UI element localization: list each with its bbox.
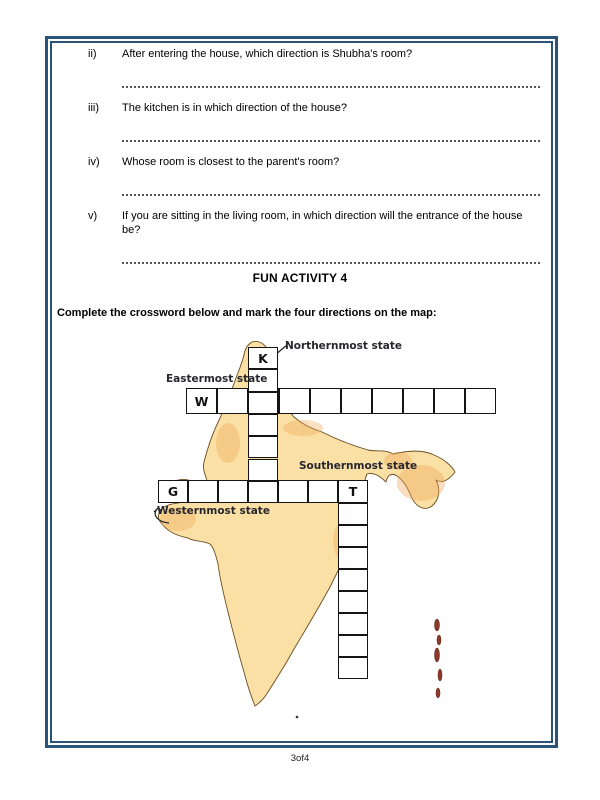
activity-heading: FUN ACTIVITY 4 <box>252 271 348 285</box>
crossword-cell <box>403 388 434 414</box>
map-label-north: Northernmost state <box>285 340 403 352</box>
map-label-west: Westernmost state <box>157 505 270 517</box>
question-block <box>88 156 544 196</box>
answer-line <box>122 86 540 88</box>
question-text: If you are sitting in the living room, in which direction will the entrance of the house be? <box>122 209 523 236</box>
crossword-cell <box>338 657 368 679</box>
island-chain <box>435 619 443 698</box>
crossword-cell <box>248 414 278 436</box>
question-text: Whose room is closest to the parent's room? <box>122 155 340 168</box>
crossword-cell <box>338 525 368 547</box>
crossword-cell <box>278 480 308 503</box>
question-number: iv) <box>88 155 100 168</box>
map-label-east: Eastermost state <box>166 373 268 385</box>
crossword-cell <box>372 388 403 414</box>
crossword-cell <box>338 569 368 591</box>
crossword-cell-prefilled: K <box>248 347 278 369</box>
questions-list <box>88 48 544 278</box>
question-number: v) <box>88 209 98 222</box>
crossword-cell <box>338 613 368 635</box>
question-block <box>88 210 544 264</box>
crossword-cell-prefilled: W <box>186 388 217 414</box>
question-block <box>88 102 544 142</box>
page-number: 3of4 <box>290 753 310 764</box>
crossword-cell <box>338 635 368 657</box>
question-text: After entering the house, which direction is Shubha's room? <box>122 48 413 60</box>
crossword-cell <box>248 392 278 414</box>
crossword-instruction: Complete the crossword below and mark the four directions on the map: <box>57 307 437 319</box>
crossword-cell <box>248 481 278 503</box>
map-dot <box>296 716 299 719</box>
answer-line <box>122 140 540 142</box>
crossword-cell <box>338 591 368 613</box>
crossword-cell <box>310 388 341 414</box>
crossword-cell <box>218 480 248 503</box>
crossword-cell <box>188 480 218 503</box>
crossword-cell <box>338 503 368 525</box>
crossword-cell-prefilled: T <box>338 480 368 503</box>
question-text: The kitchen is in which direction of the house? <box>122 101 348 114</box>
answer-line <box>122 194 540 196</box>
answer-line <box>122 262 540 264</box>
question-number: ii) <box>88 48 97 60</box>
question-number: iii) <box>88 101 99 114</box>
crossword-cell <box>338 547 368 569</box>
map-label-south: Southernmost state <box>299 460 418 472</box>
crossword-cell <box>465 388 496 414</box>
crossword-cell-prefilled: G <box>158 480 188 503</box>
crossword-cell <box>248 459 278 481</box>
question-block <box>88 48 544 88</box>
crossword-cell <box>341 388 372 414</box>
crossword-cell <box>217 388 248 414</box>
crossword-cell <box>308 480 338 503</box>
crossword-cell <box>434 388 465 414</box>
crossword-cell <box>279 388 310 414</box>
crossword-cell <box>248 436 278 458</box>
